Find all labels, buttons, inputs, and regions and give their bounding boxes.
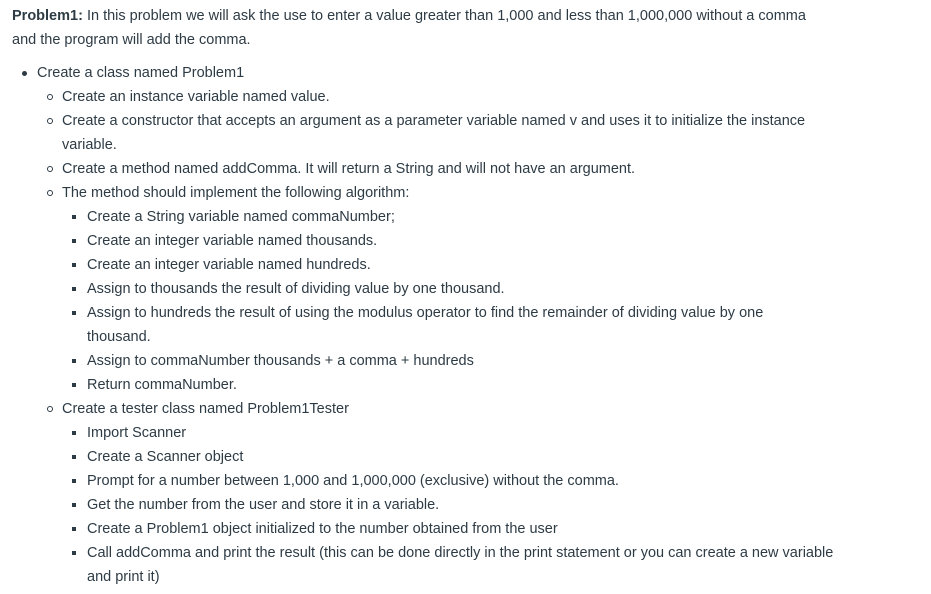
- list-item: [87, 301, 827, 349]
- list-item: [87, 277, 923, 301]
- list-item: [87, 421, 923, 445]
- algorithm-step-1: Create a String variable named commaNumber;: [87, 209, 395, 225]
- tester-step-5: Create a Problem1 object initialized to the number obtained from the user: [87, 521, 558, 537]
- tester-step-3: Prompt for a number between 1,000 and 1,000,000 (exclusive) without the comma.: [87, 473, 619, 489]
- list-item: [87, 469, 923, 493]
- list-item: [87, 541, 842, 589]
- list-item: [62, 157, 923, 181]
- tester-steps-list: [62, 421, 923, 589]
- list-item: [87, 229, 923, 253]
- algorithm-step-3: Create an integer variable named hundreds.: [87, 257, 371, 273]
- list-item: [87, 493, 923, 517]
- list-item-class: [37, 61, 923, 589]
- problem-label: Problem1:: [12, 8, 83, 24]
- tester-step-6: Call addComma and print the result (this can be done directly in the print statement or you can create a new variable and print it): [87, 545, 834, 585]
- list-item: [87, 253, 923, 277]
- algorithm-step-4: Assign to thousands the result of dividing value by one thousand.: [87, 281, 505, 297]
- class-steps-list: [37, 85, 923, 589]
- problem-intro: [12, 4, 832, 52]
- tester-item-text: Create a tester class named Problem1Tester: [62, 401, 349, 417]
- list-item: [62, 397, 923, 589]
- algorithm-steps-list: [62, 205, 923, 397]
- list-item: [62, 85, 923, 109]
- list-item: [87, 205, 923, 229]
- tester-step-4: Get the number from the user and store it in a variable.: [87, 497, 440, 513]
- algorithm-step-6: Assign to commaNumber thousands + a comma + hundreds: [87, 353, 474, 369]
- class-step-2: Create a constructor that accepts an argument as a parameter variable named v and uses it to initialize the instance variable.: [62, 113, 806, 153]
- class-step-3: Create a method named addComma. It will return a String and will not have an argument.: [62, 161, 636, 177]
- list-item: [87, 373, 923, 397]
- tester-step-1: Import Scanner: [87, 425, 187, 441]
- class-item-text: Create a class named Problem1: [37, 65, 245, 81]
- algorithm-step-7: Return commaNumber.: [87, 377, 237, 393]
- requirements-list: [12, 61, 923, 589]
- class-step-4: The method should implement the following algorithm:: [62, 185, 410, 201]
- tester-step-2: Create a Scanner object: [87, 449, 244, 465]
- class-step-1: Create an instance variable named value.: [62, 89, 330, 105]
- list-item: [87, 517, 923, 541]
- list-item: [62, 181, 923, 397]
- list-item: [87, 445, 923, 469]
- list-item: [87, 349, 923, 373]
- algorithm-step-5: Assign to hundreds the result of using the modulus operator to find the remainder of dividing value by one thousand.: [87, 305, 764, 345]
- problem-description: In this problem we will ask the use to enter a value greater than 1,000 and less than 1,000,000 without a comma and the program will add the comma.: [12, 8, 806, 48]
- algorithm-step-2: Create an integer variable named thousands.: [87, 233, 378, 249]
- list-item: [62, 109, 812, 157]
